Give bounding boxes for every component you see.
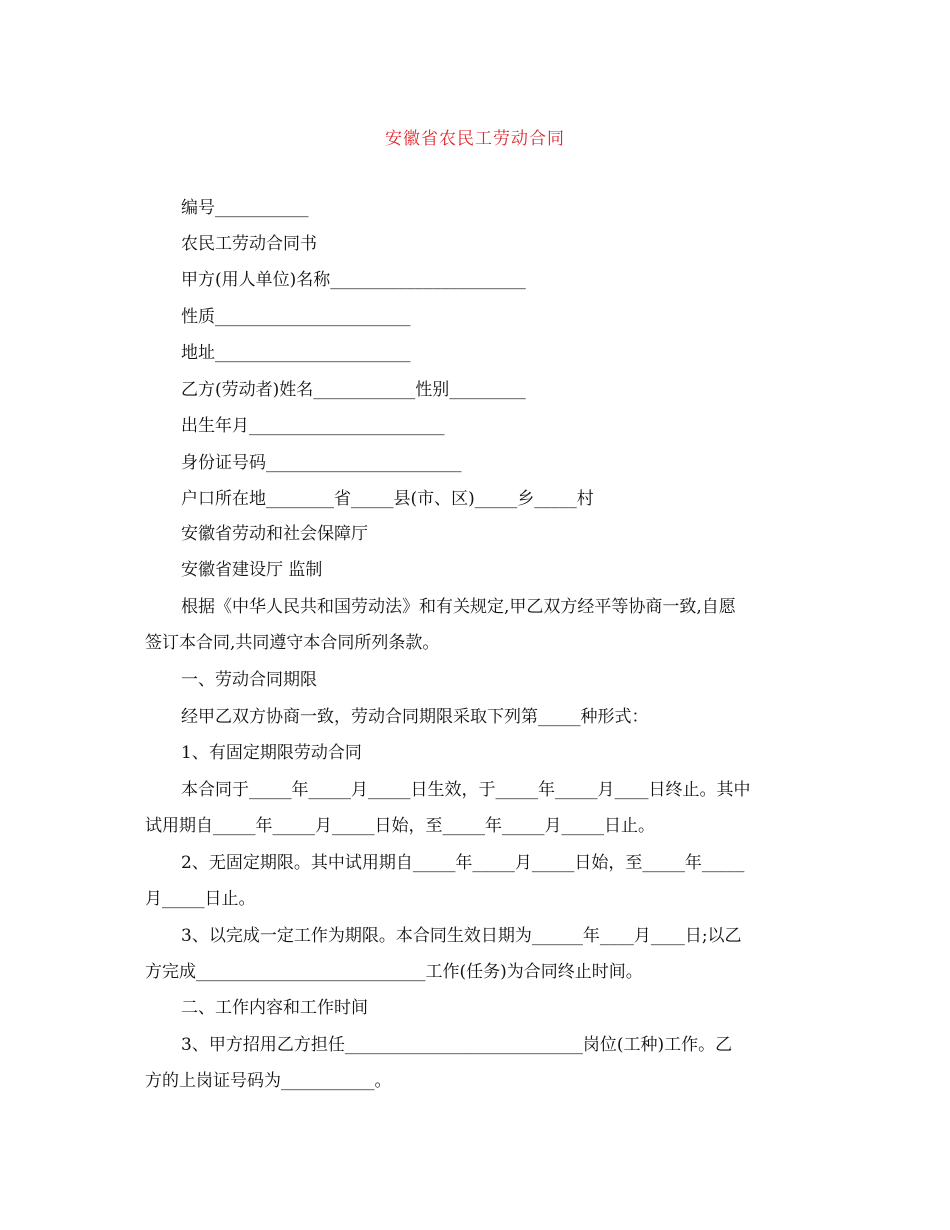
document-title: 安徽省农民工劳动合同 [385,129,565,149]
field-birth-date: 出生年月_______________________ [181,416,445,436]
field-household-registration: 户口所在地________省_____县(市、区)_____乡_____村 [181,489,594,509]
paragraph-preamble-line-2: 签订本合同,共同遵守本合同所列条款。 [145,633,440,653]
issuer-labor-department: 安徽省劳动和社会保障厅 [181,524,368,544]
field-serial-number: 编号___________ [181,198,309,218]
clause-task-term-line-2: 方完成___________________________工作(任务)为合同终止时间。 [145,962,643,982]
clause-open-term-line-2: 月_____日止。 [145,889,256,909]
clause-fixed-term: 1、有固定期限劳动合同 [181,743,362,763]
clause-position-line-1: 3、甲方招用乙方担任____________________________岗位(工种)工作。乙 [181,1035,733,1055]
section-heading-work-content: 二、工作内容和工作时间 [181,998,368,1018]
clause-open-term-line-1: 2、无固定期限。其中试用期自_____年_____月_____日始，至_____年_____ [181,853,745,873]
field-id-number: 身份证号码_______________________ [181,453,462,473]
field-worker-name-gender: 乙方(劳动者)姓名____________性别_________ [181,380,526,400]
contract-book-title: 农民工劳动合同书 [181,234,317,254]
field-address: 地址_______________________ [181,343,411,363]
clause-position-line-2: 方的上岗证号码为___________。 [145,1071,392,1091]
issuer-construction-department: 安徽省建设厅 监制 [181,560,323,580]
field-nature: 性质_______________________ [181,307,411,327]
paragraph-effective-dates-line-2: 试用期自_____年_____月_____日始，至_____年_____月_____日止。 [145,816,655,836]
field-employer-name: 甲方(用人单位)名称_______________________ [181,270,526,290]
clause-task-term-line-1: 3、以完成一定工作为期限。本合同生效日期为______年____月____日;以乙 [181,926,742,946]
paragraph-term-form: 经甲乙双方协商一致，劳动合同期限采取下列第_____种形式： [181,707,649,727]
section-heading-contract-term: 一、劳动合同期限 [181,670,317,690]
paragraph-effective-dates-line-1: 本合同于_____年_____月_____日生效，于_____年_____月____日终止。其中 [181,780,751,800]
paragraph-preamble-line-1: 根据《中华人民共和国劳动法》和有关规定,甲乙双方经平等协商一致,自愿 [181,597,736,617]
